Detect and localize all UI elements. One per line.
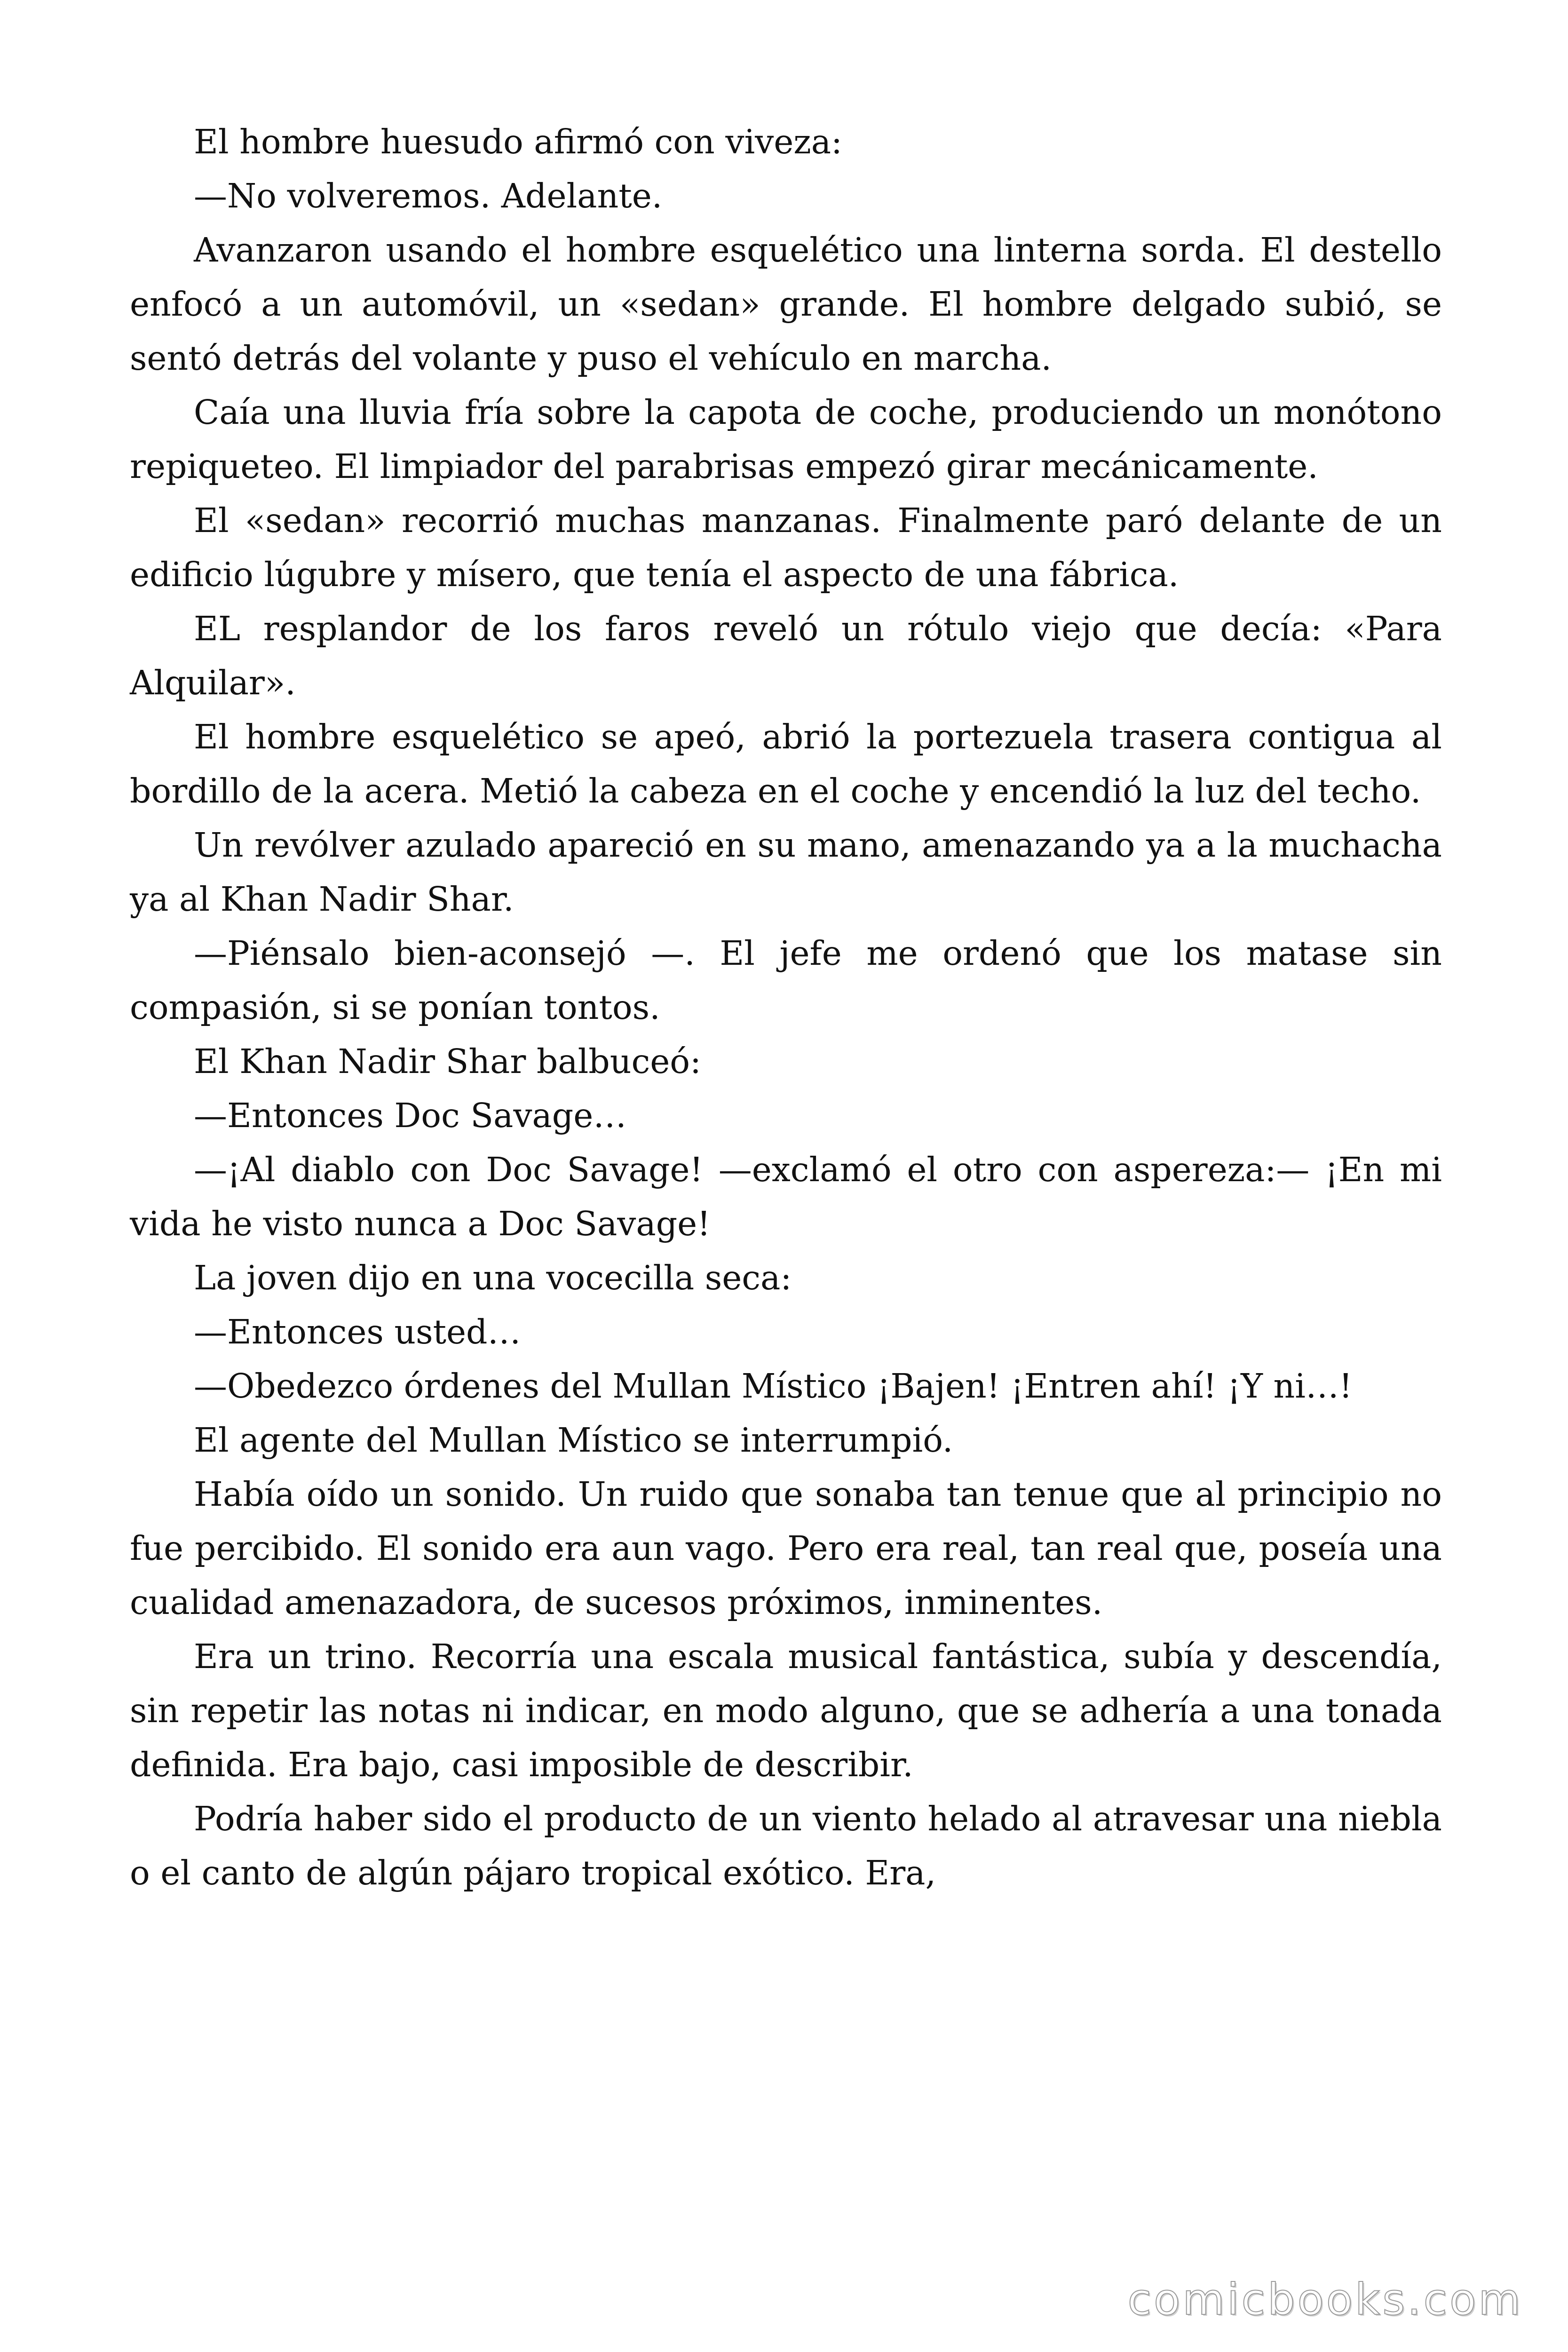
paragraph: Un revólver azulado apareció en su mano, amenazando ya a la muchacha ya al Khan Nadir Shar. — [130, 826, 1442, 919]
paragraph: El «sedan» recorrió muchas manzanas. Finalmente paró delante de un edificio lúgubre y mísero, que tenía el aspecto de una fábrica. — [130, 501, 1442, 594]
paragraph: EL resplandor de los faros reveló un rótulo viejo que decía: «Para Alquilar». — [130, 609, 1442, 702]
paragraph: Caía una lluvia fría sobre la capota de coche, produciendo un monótono repiqueteo. El limpiador del parabrisas empezó girar mecánicamente. — [130, 393, 1442, 486]
paragraph: —Piénsalo bien-aconsejó —. El jefe me ordenó que los matase sin compasión, si se ponían tontos. — [130, 934, 1442, 1027]
paragraph: —No volveremos. Adelante. — [194, 176, 663, 215]
paragraph: El hombre esquelético se apeó, abrió la portezuela trasera contigua al bordillo de la acera. Metió la cabeza en el coche y encendió la luz del techo. — [130, 717, 1442, 810]
paragraph: Podría haber sido el producto de un viento helado al atravesar una niebla o el canto de algún pájaro tropical exótico. Era, — [130, 1799, 1442, 1892]
paragraph: Era un trino. Recorría una escala musical fantástica, subía y descendía, sin repetir las notas ni indicar, en modo alguno, que se adhería a una tonada definida. Era bajo, casi imposible de describir. — [130, 1637, 1442, 1784]
paragraph: Avanzaron usando el hombre esquelético una linterna sorda. El destello enfocó a un automóvil, un «sedan» grande. El hombre delgado subió, se sentó detrás del volante y puso el vehículo en marcha. — [130, 230, 1442, 378]
watermark: comicbooks.com — [1127, 2274, 1523, 2325]
paragraph: El agente del Mullan Místico se interrumpió. — [194, 1421, 953, 1460]
paragraph: —¡Al diablo con Doc Savage! —exclamó el otro con aspereza:— ¡En mi vida he visto nunca a Doc Savage! — [130, 1150, 1442, 1243]
paragraph: El hombre huesudo afirmó con viveza: — [194, 122, 842, 161]
paragraph: La joven dijo en una vocecilla seca: — [194, 1258, 792, 1297]
paragraph: —Entonces Doc Savage… — [194, 1096, 627, 1135]
paragraph: —Entonces usted… — [194, 1312, 521, 1351]
paragraph: Había oído un sonido. Un ruido que sonaba tan tenue que al principio no fue percibido. El sonido era aun vago. Pero era real, tan real que, poseía una cualidad amenazadora, de sucesos próximos, inminentes. — [130, 1475, 1442, 1622]
paragraph: —Obedezco órdenes del Mullan Místico ¡Bajen! ¡Entren ahí! ¡Y ni…! — [194, 1367, 1353, 1406]
paragraph: El Khan Nadir Shar balbuceó: — [194, 1042, 701, 1081]
page-body-text — [130, 115, 1442, 1900]
